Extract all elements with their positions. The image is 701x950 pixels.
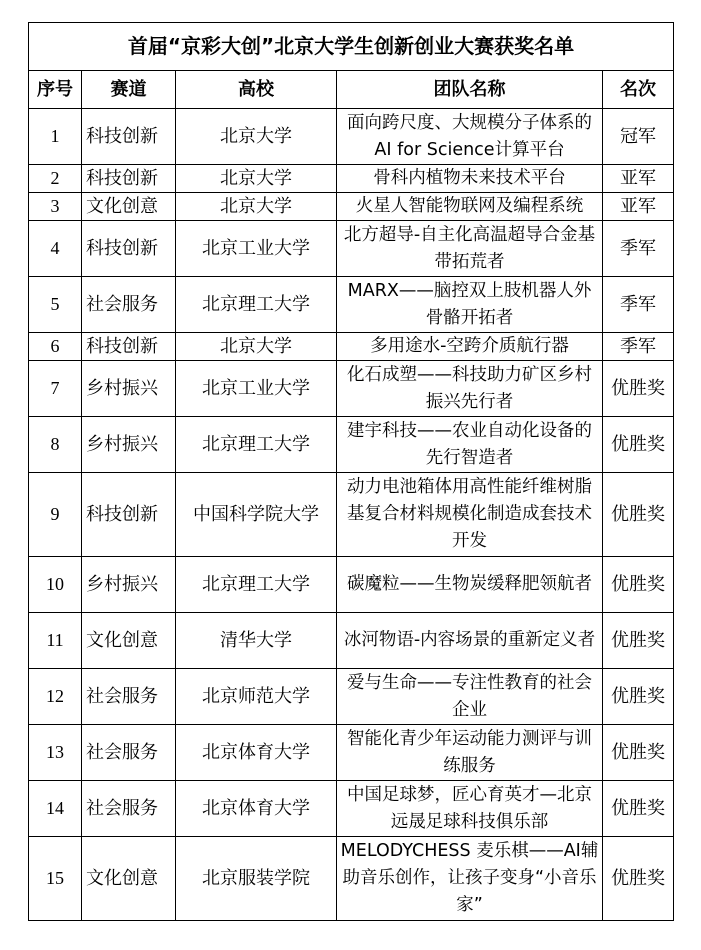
row-number: 1 (29, 109, 82, 165)
row-team-name: 碳魔粒——生物炭缓释肥领航者 (337, 557, 603, 613)
row-school: 北京师范大学 (176, 669, 337, 725)
row-team-name: 面向跨尺度、大规模分子体系的AI for Science计算平台 (337, 109, 603, 165)
table-row (29, 613, 674, 669)
table-row (29, 781, 674, 837)
table-row (29, 193, 674, 221)
row-rank: 优胜奖 (603, 613, 674, 669)
row-track: 社会服务 (82, 277, 176, 333)
award-table (28, 22, 674, 921)
row-track: 科技创新 (82, 165, 176, 193)
row-rank: 季军 (603, 221, 674, 277)
row-track: 社会服务 (82, 781, 176, 837)
row-number: 15 (29, 837, 82, 921)
row-team-name: 动力电池箱体用高性能纤维树脂基复合材料规模化制造成套技术开发 (337, 473, 603, 557)
row-number: 13 (29, 725, 82, 781)
row-track: 文化创意 (82, 193, 176, 221)
row-school: 北京工业大学 (176, 221, 337, 277)
row-track: 乡村振兴 (82, 557, 176, 613)
row-number: 6 (29, 333, 82, 361)
header-track: 赛道 (82, 71, 176, 109)
row-number: 5 (29, 277, 82, 333)
row-team-name: 冰河物语-内容场景的重新定义者 (337, 613, 603, 669)
row-rank: 优胜奖 (603, 361, 674, 417)
title-row (29, 23, 674, 71)
row-number: 3 (29, 193, 82, 221)
award-list-document (28, 22, 673, 921)
table-row (29, 165, 674, 193)
row-school: 中国科学院大学 (176, 473, 337, 557)
row-track: 科技创新 (82, 473, 176, 557)
row-school: 北京理工大学 (176, 277, 337, 333)
row-rank: 优胜奖 (603, 669, 674, 725)
table-row (29, 109, 674, 165)
row-team-name: 爱与生命——专注性教育的社会企业 (337, 669, 603, 725)
row-school: 北京理工大学 (176, 417, 337, 473)
table-row (29, 333, 674, 361)
row-track: 乡村振兴 (82, 361, 176, 417)
row-track: 科技创新 (82, 109, 176, 165)
row-school: 北京体育大学 (176, 725, 337, 781)
row-number: 11 (29, 613, 82, 669)
row-number: 2 (29, 165, 82, 193)
row-school: 北京服装学院 (176, 837, 337, 921)
table-row (29, 837, 674, 921)
row-team-name: MARX——脑控双上肢机器人外骨骼开拓者 (337, 277, 603, 333)
row-rank: 季军 (603, 333, 674, 361)
row-number: 7 (29, 361, 82, 417)
row-school: 北京大学 (176, 109, 337, 165)
table-row (29, 725, 674, 781)
row-team-name: 多用途水-空跨介质航行器 (337, 333, 603, 361)
row-rank: 优胜奖 (603, 725, 674, 781)
row-number: 14 (29, 781, 82, 837)
row-track: 科技创新 (82, 333, 176, 361)
row-school: 北京理工大学 (176, 557, 337, 613)
row-number: 10 (29, 557, 82, 613)
table-title: 首届“京彩大创”北京大学生创新创业大赛获奖名单 (29, 23, 674, 71)
header-rank: 名次 (603, 71, 674, 109)
table-row (29, 473, 674, 557)
row-track: 科技创新 (82, 221, 176, 277)
row-team-name: 骨科内植物未来技术平台 (337, 165, 603, 193)
row-number: 8 (29, 417, 82, 473)
row-school: 北京大学 (176, 193, 337, 221)
row-number: 4 (29, 221, 82, 277)
row-school: 清华大学 (176, 613, 337, 669)
row-rank: 亚军 (603, 193, 674, 221)
row-school: 北京大学 (176, 165, 337, 193)
row-track: 社会服务 (82, 669, 176, 725)
row-track: 社会服务 (82, 725, 176, 781)
row-team-name: MELODYCHESS 麦乐棋——AI辅助音乐创作，让孩子变身“小音乐家” (337, 837, 603, 921)
row-team-name: 建宇科技——农业自动化设备的先行智造者 (337, 417, 603, 473)
row-track: 乡村振兴 (82, 417, 176, 473)
row-team-name: 智能化青少年运动能力测评与训练服务 (337, 725, 603, 781)
row-number: 12 (29, 669, 82, 725)
header-school: 高校 (176, 71, 337, 109)
header-team: 团队名称 (337, 71, 603, 109)
row-rank: 季军 (603, 277, 674, 333)
table-row (29, 557, 674, 613)
table-row (29, 417, 674, 473)
header-row (29, 71, 674, 109)
row-team-name: 火星人智能物联网及编程系统 (337, 193, 603, 221)
row-team-name: 北方超导-自主化高温超导合金基带拓荒者 (337, 221, 603, 277)
header-no: 序号 (29, 71, 82, 109)
table-body (29, 109, 674, 921)
row-rank: 优胜奖 (603, 781, 674, 837)
row-rank: 冠军 (603, 109, 674, 165)
table-row (29, 361, 674, 417)
row-school: 北京体育大学 (176, 781, 337, 837)
table-row (29, 221, 674, 277)
row-track: 文化创意 (82, 613, 176, 669)
row-team-name: 化石成塑——科技助力矿区乡村振兴先行者 (337, 361, 603, 417)
table-row (29, 277, 674, 333)
row-rank: 优胜奖 (603, 837, 674, 921)
row-rank: 优胜奖 (603, 557, 674, 613)
row-school: 北京大学 (176, 333, 337, 361)
row-rank: 亚军 (603, 165, 674, 193)
row-track: 文化创意 (82, 837, 176, 921)
row-school: 北京工业大学 (176, 361, 337, 417)
row-rank: 优胜奖 (603, 473, 674, 557)
row-rank: 优胜奖 (603, 417, 674, 473)
table-row (29, 669, 674, 725)
row-number: 9 (29, 473, 82, 557)
row-team-name: 中国足球梦，匠心育英才—北京远晟足球科技俱乐部 (337, 781, 603, 837)
